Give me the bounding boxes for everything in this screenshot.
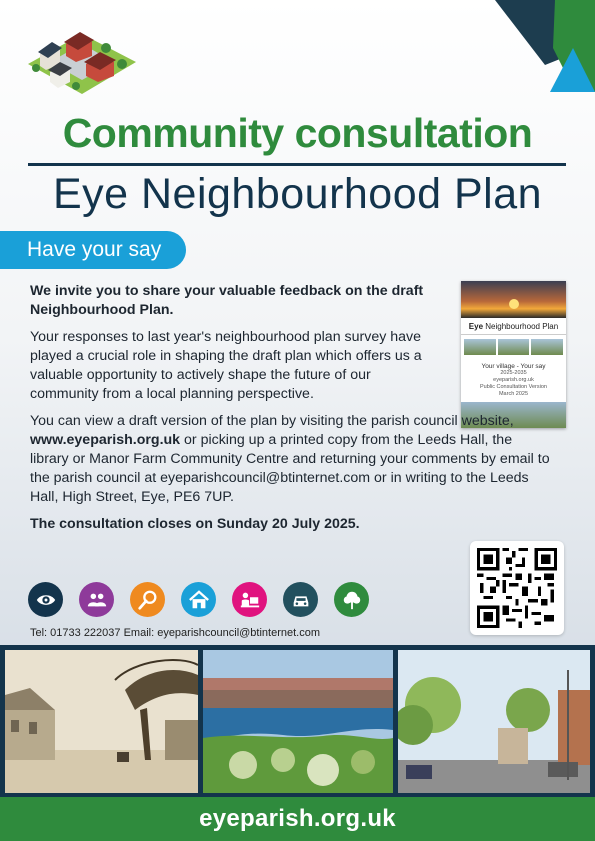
cover-title: Eye Neighbourhood Plan xyxy=(461,318,566,335)
how-to-respond-paragraph: You can view a draft version of the plan by visiting the parish council website, www.eyeparish.org.uk or picking up a printed copy from the Leeds Hall, the library or Manor Farm Community Centre and returning your comments by email to the parish council at eyeparishcouncil@btinternet.com or in writing to the Leeds Hall, High Street, Eye, PE6 7UP. xyxy=(30,413,550,505)
footer-website[interactable]: eyeparish.org.uk xyxy=(0,797,595,841)
person-laptop-icon xyxy=(232,582,267,617)
photo-strip xyxy=(0,645,595,797)
headline-community-consultation: Community consultation xyxy=(62,110,533,156)
cover-org: eyeparish.org.uk xyxy=(493,377,534,383)
contact-details: Tel: 01733 222037 Email: eyeparishcouncil@btinternet.com xyxy=(30,627,321,639)
lake-aerial-photo xyxy=(203,650,393,793)
car-icon xyxy=(283,582,318,617)
cover-date: March 2025 xyxy=(498,391,529,397)
tree-icon xyxy=(334,582,369,617)
theme-icons-row xyxy=(28,582,369,617)
cover-tagline: Your village - Your say xyxy=(481,363,546,370)
eye-icon xyxy=(28,582,63,617)
people-icon xyxy=(79,582,114,617)
magnifier-icon xyxy=(130,582,165,617)
closing-date: The consultation closes on Sunday 20 July 2025. xyxy=(30,516,360,532)
qr-code-pattern xyxy=(477,548,557,628)
cover-years: 2025-2035 xyxy=(500,370,527,376)
corner-decoration xyxy=(495,0,595,100)
historic-street-photo xyxy=(5,650,198,793)
title-divider xyxy=(28,163,566,166)
survey-paragraph: Your responses to last year's neighbourhood plan survey have played a crucial role in shaping the draft plan which offers us a valuable opportunity to actively shape the future of our community from a local planning perspective. xyxy=(30,329,422,402)
home-icon xyxy=(181,582,216,617)
website-link[interactable]: www.eyeparish.org.uk xyxy=(30,432,181,448)
headline-plan-name: Eye Neighbourhood Plan xyxy=(52,170,543,218)
high-street-photo xyxy=(398,650,590,793)
qr-code[interactable] xyxy=(470,541,564,635)
lead-paragraph: We invite you to share your valuable feedback on the draft Neighbourhood Plan. xyxy=(30,283,424,318)
cover-version: Public Consultation Version xyxy=(480,384,547,390)
have-your-say-banner: Have your say xyxy=(0,231,186,269)
body-copy xyxy=(30,282,550,542)
houses-illustration xyxy=(26,30,138,98)
